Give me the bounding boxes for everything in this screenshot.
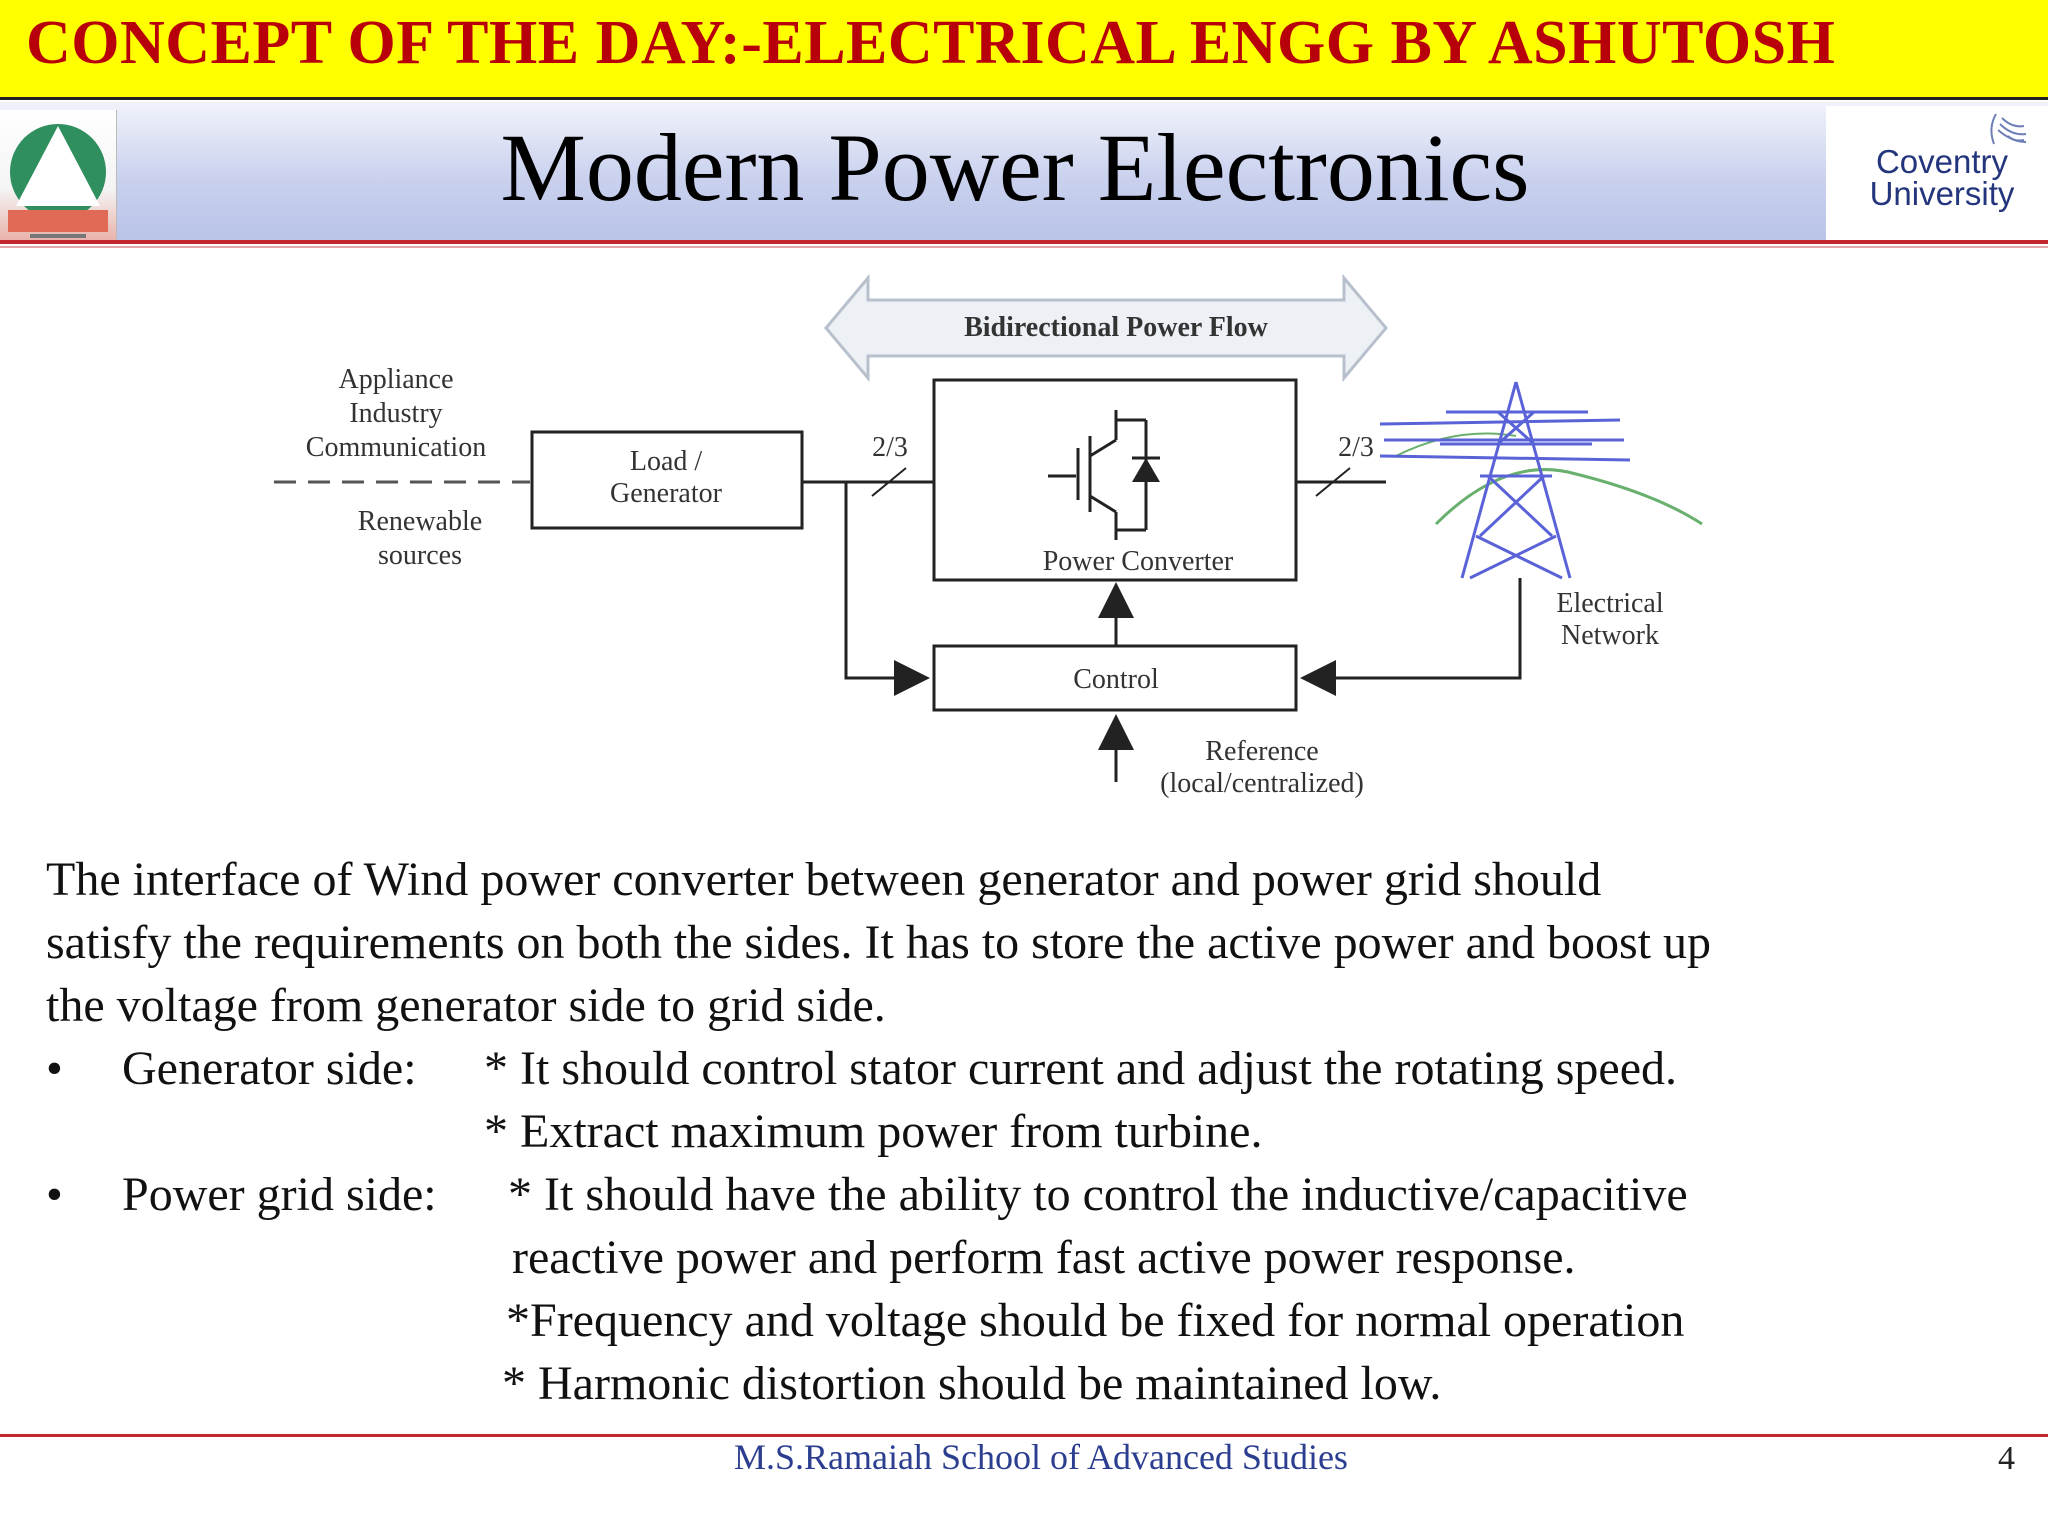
bullet-dot: • [46,1168,63,1221]
power-converter-diagram [0,262,2048,822]
intro-line-3: the voltage from generator side to grid side. [46,979,886,1032]
bullet-item: * Extract maximum power from turbine. [484,1105,1263,1158]
converter-label: Power Converter [1042,546,1234,577]
feedback-network-arrow [1306,578,1520,678]
title-divider-light [0,246,2048,248]
mountain-logo-icon [0,110,116,242]
intro-line-2: satisfy the requirements on both the sides. It has to store the active power and boost up [46,916,1711,969]
bullet-power-grid-side [46,1163,2026,1226]
university-logo [1826,106,2048,240]
bullet-continuation [46,1100,2026,1163]
bullet-label: Generator side: [122,1042,417,1095]
label-industry: Industry [349,398,443,429]
title-divider [0,240,2048,244]
reference-label: Reference [1205,736,1319,767]
university-name: Coventry University [1869,143,2015,212]
transmission-tower-icon [1380,382,1702,578]
ratio-right: 2/3 [1338,432,1374,463]
institution-logo [0,110,117,242]
label-renewable: Renewable [357,506,483,537]
bullet-dot: • [46,1042,63,1095]
bullet-item: * It should control stator current and adjust the rotating speed. [484,1042,1678,1095]
bullet-item: * It should have the ability to control the inductive/capacitive [508,1168,1688,1221]
feedback-load-arrow [846,482,924,678]
flow-label: Bidirectional Power Flow [964,312,1268,343]
generator-label: Generator [610,478,722,509]
page-title: Modern Power Electronics [500,114,1530,221]
page-number: 4 [1998,1440,2015,1477]
bullet-item: * Harmonic distortion should be maintained low. [502,1357,1442,1410]
bullet-item: *Frequency and voltage should be fixed for normal operation [506,1294,1685,1347]
load-label: Load / [629,446,703,477]
banner-title: CONCEPT OF THE DAY:-ELECTRICAL ENGG BY ASHUTOSH [26,9,1836,77]
slide-body [46,848,2026,1415]
bullet-item: reactive power and perform fast active power response. [512,1231,1576,1284]
bullet-continuation [46,1226,2026,1289]
intro-line-1: The interface of Wind power converter between generator and power grid should [46,853,1602,906]
control-label: Control [1073,664,1159,695]
bullet-generator-side [46,1037,2026,1100]
bullet-continuation [46,1289,2026,1352]
reference-sub-label: (local/centralized) [1160,768,1364,799]
bullet-label: Power grid side: [122,1168,437,1221]
label-communication: Communication [305,432,487,463]
footer-school: M.S.Ramaiah School of Advanced Studies [734,1437,1348,1477]
bullet-continuation [46,1352,2026,1415]
ratio-left: 2/3 [872,432,908,463]
network-label-1: Electrical [1556,588,1664,619]
label-appliance: Appliance [338,364,454,395]
network-label-2: Network [1561,620,1659,651]
top-banner [0,0,2048,100]
label-sources: sources [378,540,462,571]
